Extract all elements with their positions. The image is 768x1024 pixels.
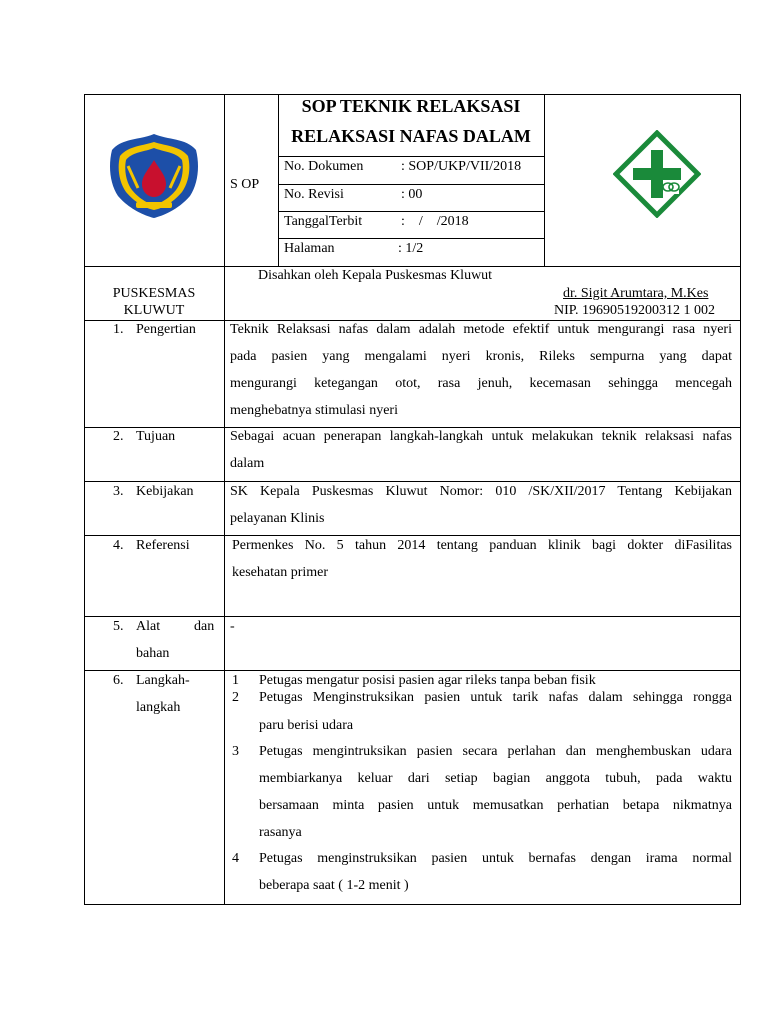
regional-emblem-logo xyxy=(106,130,202,220)
section-label: Kebijakan xyxy=(136,484,194,499)
body-line: pelayanan Klinis xyxy=(230,511,325,526)
emblem-icon xyxy=(106,130,202,220)
section-label: Tujuan xyxy=(136,429,176,444)
step-line: rasanya xyxy=(259,825,302,840)
section-label: langkah xyxy=(136,700,181,715)
section-number: 5. xyxy=(113,619,124,634)
section-number: 6. xyxy=(113,673,124,688)
section-number: 4. xyxy=(113,538,124,553)
issue-date-label: TanggalTerbit xyxy=(284,214,363,229)
body-line: kesehatan primer xyxy=(232,565,329,580)
step-line: Petugas mengatur posisi pasien agar rileks tanpa beban fisik xyxy=(259,673,596,688)
section-label: dan xyxy=(194,619,215,634)
body-line: Teknik Relaksasi nafas dalam adalah metode efektif untuk mengurangi rasa nyeri xyxy=(230,322,732,337)
org-name-line2: KLUWUT xyxy=(123,303,185,318)
revision-label: No. Revisi xyxy=(284,187,344,202)
section-number: 2. xyxy=(113,429,124,444)
body-line: menghebatnya stimulasi nyeri xyxy=(230,403,398,418)
section-label: bahan xyxy=(136,646,170,661)
step-line: membiarkanya keluar dari setiap bagian anggota tubuh, pada waktu xyxy=(259,771,732,786)
step-number: 4 xyxy=(232,851,239,866)
document-title-line1: SOP TEKNIK RELAKSASI xyxy=(301,96,521,116)
doc-number-value: : SOP/UKP/VII/2018 xyxy=(401,159,522,174)
signer-name: dr. Sigit Arumtara, M.Kes xyxy=(563,286,709,301)
body-line: - xyxy=(230,619,235,634)
issue-date-value: : / /2018 xyxy=(401,214,469,229)
body-line: mengurangi ketegangan otot, rasa jenuh, kecemasan sehingga mencegah xyxy=(230,376,732,391)
section-number: 1. xyxy=(113,322,124,337)
body-line: pada pasien yang mengalami nyeri kronis, Rileks sempurna yang dapat xyxy=(230,349,732,364)
section-label: Pengertian xyxy=(136,322,196,337)
body-line: dalam xyxy=(230,456,265,471)
puskesmas-cross-icon xyxy=(613,130,701,218)
body-line: SK Kepala Puskesmas Kluwut Nomor: 010 /SK/XII/2017 Tentang Kebijakan xyxy=(230,484,732,499)
step-line: Petugas menginstruksikan pasien untuk bernafas dengan irama normal xyxy=(259,851,732,866)
step-number: 2 xyxy=(232,690,239,705)
step-line: Petugas mengintruksikan pasien secara perlahan dan menghembuskan udara xyxy=(259,744,732,759)
sop-label: S OP xyxy=(230,177,260,192)
step-line: Petugas Menginstruksikan pasien untuk tarik nafas dalam sehingga rongga xyxy=(259,690,732,705)
step-line: paru berisi udara xyxy=(259,718,354,733)
step-number: 3 xyxy=(232,744,239,759)
section-label: Alat xyxy=(136,619,161,634)
section-label: Langkah- xyxy=(136,673,190,688)
doc-number-label: No. Dokumen xyxy=(284,159,364,174)
document-title-line2: RELAKSASI NAFAS DALAM xyxy=(291,126,531,146)
signer-nip: NIP. 19690519200312 1 002 xyxy=(554,303,716,318)
body-line: Sebagai acuan penerapan langkah-langkah untuk melakukan teknik relaksasi nafas xyxy=(230,429,732,444)
org-name-line1: PUSKESMAS xyxy=(112,286,196,301)
body-line: Permenkes No. 5 tahun 2014 tentang panduan klinik bagi dokter diFasilitas xyxy=(232,538,732,553)
section-label: Referensi xyxy=(136,538,190,553)
step-number: 1 xyxy=(232,673,239,688)
approved-by-text: Disahkan oleh Kepala Puskesmas Kluwut xyxy=(258,268,493,283)
puskesmas-logo xyxy=(613,130,701,218)
revision-value: : 00 xyxy=(401,187,423,202)
page-label: Halaman xyxy=(284,241,335,256)
section-number: 3. xyxy=(113,484,124,499)
step-line: bersamaan minta pasien untuk memusatkan perhatian betapa nikmatnya xyxy=(259,798,732,813)
step-line: beberapa saat ( 1-2 menit ) xyxy=(259,878,409,893)
page-value: : 1/2 xyxy=(398,241,424,256)
